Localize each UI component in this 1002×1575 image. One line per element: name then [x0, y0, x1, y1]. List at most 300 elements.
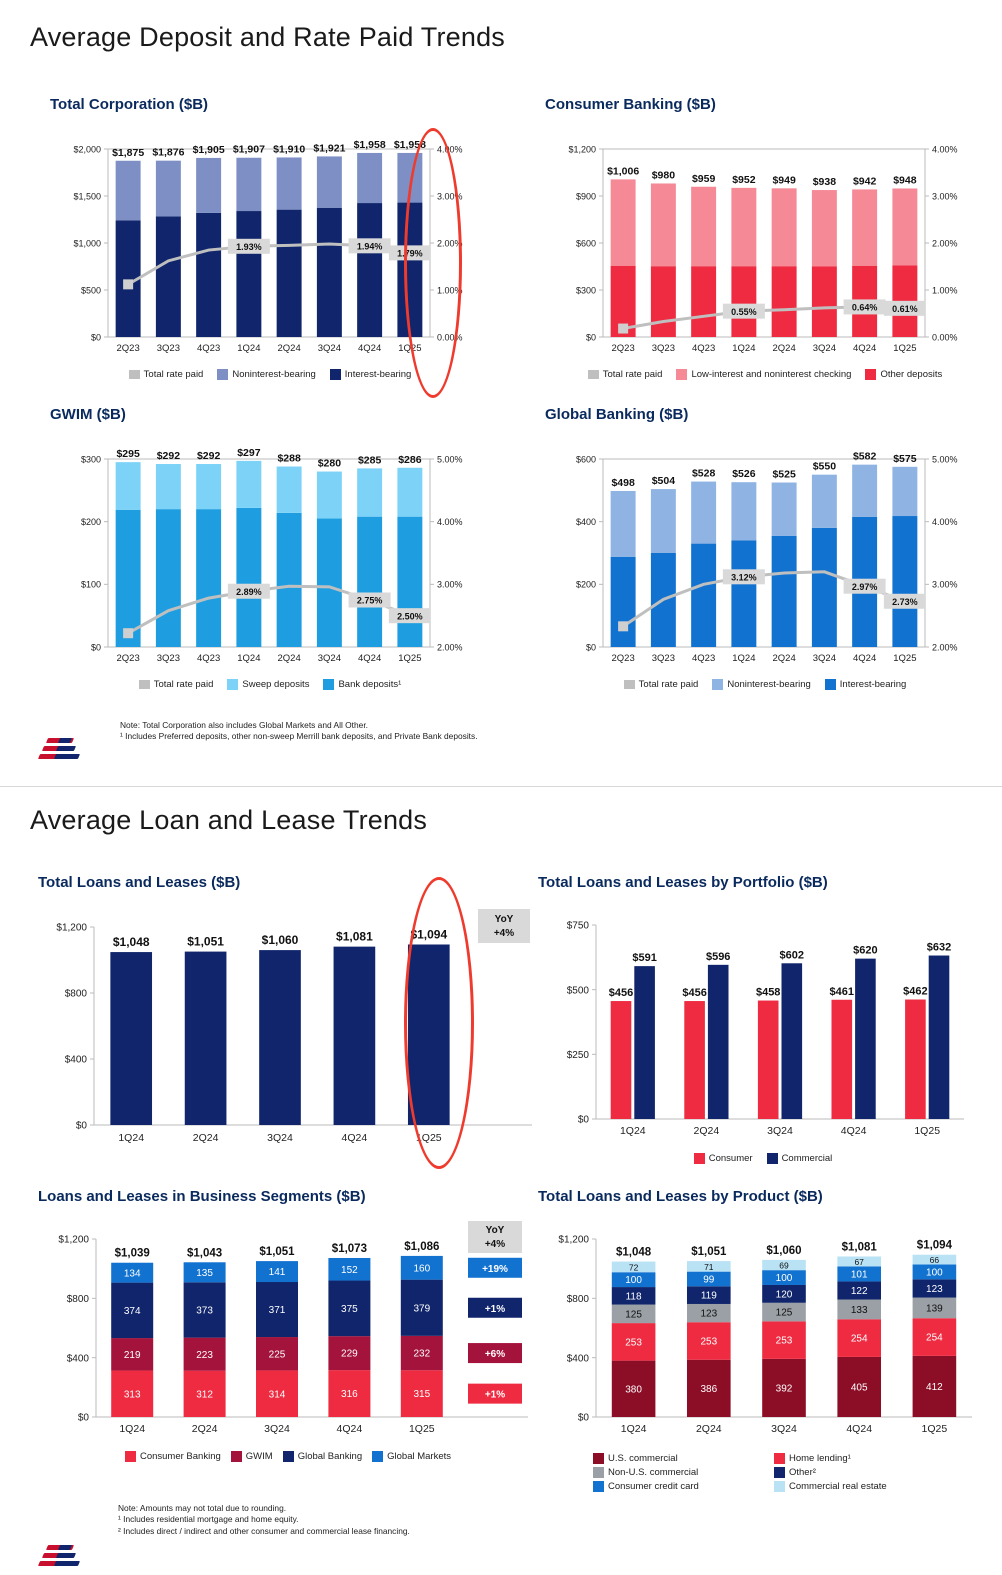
- svg-text:100: 100: [926, 1267, 943, 1279]
- svg-text:3Q24: 3Q24: [317, 343, 341, 354]
- svg-text:$1,200: $1,200: [58, 1234, 89, 1246]
- svg-text:4Q24: 4Q24: [341, 1132, 368, 1144]
- svg-text:2.00%: 2.00%: [932, 238, 958, 249]
- svg-text:0.00%: 0.00%: [437, 332, 463, 343]
- svg-text:1Q24: 1Q24: [732, 343, 756, 354]
- svg-text:$1,958: $1,958: [393, 138, 426, 151]
- svg-text:123: 123: [700, 1308, 718, 1320]
- svg-text:4.00%: 4.00%: [437, 517, 463, 528]
- svg-text:YoY: YoY: [494, 914, 514, 925]
- svg-text:2Q24: 2Q24: [277, 343, 301, 354]
- svg-text:2Q23: 2Q23: [611, 343, 635, 354]
- svg-text:+19%: +19%: [482, 1263, 508, 1275]
- chart-title: Total Loans and Leases by Portfolio ($B): [538, 874, 828, 891]
- svg-text:$1,875: $1,875: [112, 146, 145, 159]
- svg-text:4Q23: 4Q23: [197, 343, 221, 354]
- svg-text:315: 315: [413, 1389, 431, 1401]
- svg-text:254: 254: [850, 1333, 868, 1345]
- svg-text:133: 133: [850, 1304, 868, 1316]
- svg-text:3Q24: 3Q24: [317, 653, 341, 664]
- color-swatch-icon: [323, 679, 334, 690]
- svg-text:$300: $300: [575, 285, 596, 296]
- legend-item: U.S. commercial: [593, 1453, 768, 1464]
- svg-text:$1,051: $1,051: [691, 1246, 727, 1259]
- page-title: Average Loan and Lease Trends: [30, 805, 428, 835]
- color-swatch-icon: [774, 1453, 785, 1464]
- svg-text:119: 119: [700, 1290, 717, 1302]
- svg-text:$1,060: $1,060: [766, 1244, 802, 1257]
- svg-text:$602: $602: [779, 949, 805, 962]
- svg-text:$500: $500: [80, 285, 101, 296]
- slide-divider: [0, 786, 1002, 787]
- svg-text:$400: $400: [575, 517, 596, 528]
- svg-text:118: 118: [625, 1291, 642, 1303]
- color-swatch-icon: [694, 1153, 705, 1164]
- color-swatch-icon: [593, 1481, 604, 1492]
- svg-text:$620: $620: [853, 944, 878, 957]
- svg-text:253: 253: [625, 1337, 642, 1349]
- svg-text:$525: $525: [772, 468, 796, 481]
- svg-text:$200: $200: [80, 517, 101, 528]
- color-swatch-icon: [125, 1451, 136, 1462]
- svg-text:$400: $400: [64, 1054, 87, 1066]
- chart-title: Total Loans and Leases by Product ($B): [538, 1188, 823, 1205]
- svg-text:$948: $948: [893, 174, 917, 187]
- svg-text:$456: $456: [682, 987, 707, 1000]
- svg-text:0.64%: 0.64%: [851, 302, 878, 313]
- chart-title: Total Loans and Leases ($B): [38, 874, 241, 891]
- svg-text:$600: $600: [575, 238, 596, 249]
- svg-text:2.75%: 2.75%: [356, 595, 383, 606]
- svg-text:+4%: +4%: [484, 1239, 506, 1250]
- chart-consumer-banking: [545, 96, 985, 380]
- svg-text:71: 71: [704, 1261, 714, 1272]
- svg-text:4Q24: 4Q24: [840, 1125, 867, 1137]
- legend-item: Non-U.S. commercial: [593, 1467, 768, 1478]
- legend-item: Total rate paid: [139, 679, 214, 690]
- svg-text:4.00%: 4.00%: [437, 144, 463, 155]
- svg-text:122: 122: [850, 1286, 868, 1298]
- svg-text:$1,060: $1,060: [261, 933, 299, 948]
- svg-text:$1,907: $1,907: [232, 143, 265, 156]
- gwim-plot: [50, 423, 490, 693]
- svg-text:$0: $0: [77, 1412, 89, 1424]
- svg-text:$500: $500: [566, 985, 589, 997]
- svg-text:4Q24: 4Q24: [846, 1423, 873, 1435]
- color-swatch-icon: [283, 1451, 294, 1462]
- svg-text:$0: $0: [585, 642, 596, 653]
- svg-text:3.00%: 3.00%: [437, 191, 463, 202]
- svg-text:392: 392: [775, 1383, 793, 1395]
- svg-text:$292: $292: [196, 450, 221, 463]
- svg-text:2.97%: 2.97%: [851, 581, 878, 592]
- legend-item: Noninterest-bearing: [217, 369, 315, 380]
- svg-text:4Q23: 4Q23: [692, 343, 716, 354]
- svg-text:$458: $458: [755, 986, 781, 999]
- svg-text:371: 371: [268, 1305, 286, 1317]
- svg-text:$0: $0: [585, 332, 596, 343]
- svg-text:2Q24: 2Q24: [695, 1423, 722, 1435]
- svg-text:2Q24: 2Q24: [772, 653, 796, 664]
- svg-text:379: 379: [413, 1303, 431, 1315]
- svg-text:$200: $200: [575, 579, 596, 590]
- slide1-notes: [120, 720, 680, 743]
- chart-gwim: [50, 406, 490, 690]
- svg-text:2.00%: 2.00%: [437, 642, 463, 653]
- legend-item: Noninterest-bearing: [712, 679, 810, 690]
- color-swatch-icon: [593, 1453, 604, 1464]
- svg-text:3Q23: 3Q23: [156, 343, 180, 354]
- svg-text:$297: $297: [237, 446, 261, 459]
- svg-text:2.00%: 2.00%: [932, 642, 958, 653]
- svg-text:3Q23: 3Q23: [651, 653, 675, 664]
- svg-text:3.12%: 3.12%: [731, 572, 757, 583]
- svg-text:375: 375: [341, 1303, 358, 1315]
- chart-loans-by-portfolio: [538, 874, 988, 1164]
- svg-text:$1,910: $1,910: [273, 143, 306, 156]
- svg-text:+1%: +1%: [484, 1303, 506, 1315]
- svg-text:1Q25: 1Q25: [893, 653, 917, 664]
- bank-logo: [45, 735, 107, 765]
- svg-text:$632: $632: [926, 941, 952, 954]
- svg-text:0.55%: 0.55%: [731, 306, 757, 317]
- svg-text:4Q24: 4Q24: [853, 343, 877, 354]
- color-swatch-icon: [227, 679, 238, 690]
- svg-text:$1,048: $1,048: [616, 1246, 652, 1259]
- svg-text:1.00%: 1.00%: [932, 285, 958, 296]
- svg-text:312: 312: [196, 1389, 213, 1401]
- total-loans-plot: [38, 891, 538, 1171]
- svg-text:+4%: +4%: [493, 928, 515, 939]
- svg-text:YoY: YoY: [485, 1225, 505, 1236]
- svg-text:$1,200: $1,200: [558, 1234, 589, 1246]
- chart-loans-business-segments: [38, 1188, 538, 1462]
- svg-text:4.00%: 4.00%: [932, 517, 958, 528]
- svg-text:1Q25: 1Q25: [398, 343, 422, 354]
- svg-text:380: 380: [625, 1384, 642, 1396]
- svg-text:386: 386: [700, 1383, 718, 1395]
- chart-title: Loans and Leases in Business Segments ($B): [38, 1188, 366, 1205]
- svg-text:405: 405: [850, 1382, 868, 1394]
- svg-text:$1,000: $1,000: [73, 238, 101, 249]
- legend-item: GWIM: [231, 1451, 273, 1462]
- svg-text:$462: $462: [903, 985, 928, 998]
- svg-text:$300: $300: [80, 454, 101, 465]
- legend-item: Consumer: [694, 1153, 753, 1164]
- svg-text:$1,043: $1,043: [187, 1247, 223, 1260]
- svg-text:$100: $100: [80, 579, 101, 590]
- svg-text:99: 99: [703, 1274, 715, 1286]
- svg-text:$1,081: $1,081: [336, 929, 373, 944]
- svg-text:$1,200: $1,200: [56, 922, 87, 934]
- legend-item: Other²: [774, 1467, 974, 1478]
- svg-text:120: 120: [775, 1289, 793, 1301]
- line-swatch-icon: [588, 370, 599, 379]
- svg-text:123: 123: [926, 1284, 943, 1296]
- legend-item: Interest-bearing: [330, 369, 412, 380]
- legend-loans-by-product: [538, 1453, 988, 1492]
- svg-text:373: 373: [196, 1305, 213, 1317]
- svg-text:$591: $591: [632, 952, 657, 965]
- svg-text:223: 223: [196, 1349, 213, 1361]
- line-swatch-icon: [139, 680, 150, 689]
- svg-text:4Q23: 4Q23: [197, 653, 221, 664]
- svg-text:$1,094: $1,094: [410, 927, 448, 942]
- svg-text:2Q23: 2Q23: [116, 343, 140, 354]
- line-swatch-icon: [624, 680, 635, 689]
- svg-text:1Q24: 1Q24: [119, 1423, 146, 1435]
- svg-text:1.93%: 1.93%: [236, 241, 262, 252]
- chart-title: Global Banking ($B): [545, 406, 689, 423]
- slide2-notes: [118, 1503, 718, 1537]
- svg-text:3Q24: 3Q24: [812, 653, 836, 664]
- svg-text:$1,200: $1,200: [568, 144, 596, 155]
- svg-text:$280: $280: [317, 457, 342, 470]
- svg-text:$1,905: $1,905: [192, 143, 225, 156]
- svg-text:5.00%: 5.00%: [437, 454, 463, 465]
- svg-text:1Q24: 1Q24: [237, 653, 261, 664]
- svg-text:2Q24: 2Q24: [693, 1125, 720, 1137]
- svg-text:253: 253: [775, 1335, 793, 1347]
- svg-text:4Q24: 4Q24: [336, 1423, 363, 1435]
- svg-text:2Q24: 2Q24: [772, 343, 796, 354]
- svg-text:1Q24: 1Q24: [732, 653, 756, 664]
- svg-text:+6%: +6%: [484, 1349, 506, 1361]
- svg-text:4Q24: 4Q24: [358, 653, 382, 664]
- legend-item: Low-interest and noninterest checking: [676, 369, 851, 380]
- svg-text:225: 225: [268, 1349, 286, 1361]
- svg-text:232: 232: [413, 1348, 431, 1360]
- svg-text:$942: $942: [852, 175, 877, 188]
- svg-text:374: 374: [123, 1305, 141, 1317]
- svg-text:2.73%: 2.73%: [892, 596, 918, 607]
- legend-item: Sweep deposits: [227, 679, 309, 690]
- svg-text:0.00%: 0.00%: [932, 332, 958, 343]
- svg-text:101: 101: [850, 1269, 868, 1281]
- svg-text:3.00%: 3.00%: [437, 579, 463, 590]
- consumer-banking-plot: [545, 113, 985, 383]
- legend-item: Consumer credit card: [593, 1481, 768, 1492]
- legend-loans-by-portfolio: [538, 1153, 988, 1164]
- svg-text:$1,876: $1,876: [152, 146, 185, 159]
- legend-item: Global Markets: [372, 1451, 451, 1462]
- svg-text:$285: $285: [357, 454, 382, 467]
- svg-text:1Q25: 1Q25: [398, 653, 422, 664]
- svg-text:2Q24: 2Q24: [191, 1423, 218, 1435]
- svg-text:$498: $498: [611, 476, 635, 489]
- svg-text:$461: $461: [829, 985, 855, 998]
- svg-text:3Q23: 3Q23: [156, 653, 180, 664]
- chart-global-banking: [545, 406, 985, 690]
- color-swatch-icon: [774, 1467, 785, 1478]
- svg-text:1.00%: 1.00%: [437, 285, 463, 296]
- legend-item: Commercial: [767, 1153, 833, 1164]
- svg-text:$1,086: $1,086: [404, 1240, 440, 1253]
- svg-text:1Q24: 1Q24: [118, 1132, 145, 1144]
- svg-text:$1,051: $1,051: [187, 934, 224, 949]
- svg-text:3Q23: 3Q23: [651, 343, 675, 354]
- svg-text:1Q25: 1Q25: [914, 1125, 941, 1137]
- svg-text:$800: $800: [566, 1293, 589, 1305]
- svg-text:$1,048: $1,048: [112, 935, 150, 950]
- svg-text:134: 134: [123, 1268, 141, 1280]
- svg-text:$400: $400: [566, 1353, 589, 1365]
- svg-text:314: 314: [268, 1389, 286, 1401]
- legend-item: Consumer Banking: [125, 1451, 221, 1462]
- svg-text:$1,073: $1,073: [331, 1242, 367, 1255]
- color-swatch-icon: [712, 679, 723, 690]
- note-footnote-1: ¹ Includes Preferred deposits, other non-sweep Merrill bank deposits, and Private Bank deposits.: [120, 731, 478, 742]
- chart-total-loans-and-leases: [38, 874, 538, 1171]
- svg-text:3Q24: 3Q24: [771, 1423, 797, 1435]
- legend-item: Interest-bearing: [825, 679, 907, 690]
- color-swatch-icon: [865, 369, 876, 380]
- note-main: Note: Amounts may not total due to rounding.: [118, 1503, 287, 1513]
- chart-title: GWIM ($B): [50, 406, 126, 423]
- svg-text:135: 135: [196, 1267, 213, 1279]
- svg-text:$596: $596: [705, 950, 731, 963]
- svg-text:1Q25: 1Q25: [415, 1132, 442, 1144]
- svg-text:$1,500: $1,500: [73, 191, 101, 202]
- svg-text:253: 253: [700, 1336, 718, 1348]
- svg-text:72: 72: [628, 1262, 639, 1273]
- svg-text:1.94%: 1.94%: [356, 241, 383, 252]
- svg-text:$980: $980: [651, 169, 676, 182]
- bank-logo: [45, 1542, 107, 1572]
- legend-business-segments: [38, 1451, 538, 1462]
- svg-text:66: 66: [929, 1255, 940, 1266]
- svg-text:4Q24: 4Q24: [853, 653, 877, 664]
- loans-by-portfolio-plot: [538, 891, 988, 1161]
- svg-text:$949: $949: [772, 174, 796, 187]
- svg-text:2Q24: 2Q24: [192, 1132, 219, 1144]
- chart-title: Total Corporation ($B): [50, 96, 209, 113]
- svg-text:$286: $286: [398, 453, 422, 466]
- svg-text:1Q25: 1Q25: [408, 1423, 435, 1435]
- color-swatch-icon: [676, 369, 687, 380]
- chart-title: Consumer Banking ($B): [545, 96, 716, 113]
- color-swatch-icon: [767, 1153, 778, 1164]
- legend-item: Bank deposits¹: [323, 679, 401, 690]
- color-swatch-icon: [217, 369, 228, 380]
- legend-item: Home lending¹: [774, 1453, 974, 1464]
- svg-text:2Q23: 2Q23: [611, 653, 635, 664]
- svg-text:$575: $575: [893, 452, 917, 465]
- svg-text:219: 219: [123, 1349, 141, 1361]
- color-swatch-icon: [372, 1451, 383, 1462]
- svg-text:$456: $456: [608, 987, 634, 1000]
- svg-text:2Q23: 2Q23: [116, 653, 140, 664]
- svg-text:$1,081: $1,081: [841, 1241, 877, 1254]
- legend-total-corporation: [50, 369, 490, 380]
- svg-text:2.50%: 2.50%: [397, 611, 423, 622]
- svg-text:3Q24: 3Q24: [812, 343, 836, 354]
- total-corporation-plot: [50, 113, 490, 383]
- legend-item: Other deposits: [865, 369, 942, 380]
- svg-text:$1,094: $1,094: [916, 1239, 952, 1252]
- note-footnote-1: ¹ Includes residential mortgage and home equity.: [118, 1514, 299, 1525]
- svg-text:1Q24: 1Q24: [237, 343, 261, 354]
- slide2-title: [30, 805, 427, 836]
- svg-text:3.00%: 3.00%: [932, 191, 958, 202]
- legend-global-banking: [545, 679, 985, 690]
- svg-text:$582: $582: [852, 450, 877, 463]
- svg-text:1Q24: 1Q24: [619, 1125, 646, 1137]
- svg-text:$2,000: $2,000: [73, 144, 101, 155]
- svg-text:4Q23: 4Q23: [692, 653, 716, 664]
- svg-text:1Q24: 1Q24: [620, 1423, 647, 1435]
- svg-text:$1,921: $1,921: [313, 142, 346, 155]
- business-segments-plot: [38, 1205, 538, 1455]
- page-title: Average Deposit and Rate Paid Trends: [30, 22, 505, 52]
- legend-item: Global Banking: [283, 1451, 362, 1462]
- svg-text:4.00%: 4.00%: [932, 144, 958, 155]
- color-swatch-icon: [593, 1467, 604, 1478]
- svg-text:3Q24: 3Q24: [767, 1125, 793, 1137]
- svg-text:2.89%: 2.89%: [236, 586, 262, 597]
- svg-text:412: 412: [926, 1382, 943, 1394]
- svg-text:$1,958: $1,958: [353, 138, 386, 151]
- svg-text:$800: $800: [66, 1293, 89, 1305]
- svg-text:$1,039: $1,039: [114, 1247, 150, 1260]
- line-swatch-icon: [129, 370, 140, 379]
- svg-text:$292: $292: [156, 450, 181, 463]
- svg-text:$952: $952: [732, 173, 756, 186]
- svg-text:152: 152: [341, 1264, 358, 1276]
- svg-text:254: 254: [926, 1332, 943, 1344]
- svg-text:+1%: +1%: [484, 1389, 506, 1401]
- svg-text:$600: $600: [575, 454, 596, 465]
- svg-text:$1,051: $1,051: [259, 1246, 295, 1259]
- slide1-title: [30, 22, 505, 53]
- legend-gwim: [50, 679, 490, 690]
- svg-text:$400: $400: [66, 1353, 89, 1365]
- svg-text:2.00%: 2.00%: [437, 238, 463, 249]
- loans-by-product-plot: [538, 1205, 988, 1455]
- svg-text:3.00%: 3.00%: [932, 579, 958, 590]
- svg-text:$550: $550: [812, 460, 837, 473]
- svg-text:$295: $295: [116, 448, 140, 461]
- svg-text:125: 125: [625, 1309, 642, 1321]
- note-main: Note: Total Corporation also includes Global Markets and All Other.: [120, 720, 368, 730]
- color-swatch-icon: [825, 679, 836, 690]
- svg-text:$959: $959: [691, 172, 716, 185]
- svg-text:$0: $0: [90, 642, 101, 653]
- color-swatch-icon: [231, 1451, 242, 1462]
- color-swatch-icon: [330, 369, 341, 380]
- svg-text:1.79%: 1.79%: [397, 248, 423, 259]
- svg-text:1Q25: 1Q25: [921, 1423, 948, 1435]
- svg-text:313: 313: [123, 1389, 141, 1401]
- note-footnote-2: ² Includes direct / indirect and other consumer and commercial lease financing.: [118, 1525, 410, 1536]
- svg-text:$900: $900: [575, 191, 596, 202]
- global-banking-plot: [545, 423, 985, 693]
- svg-text:$938: $938: [812, 176, 837, 189]
- svg-text:0.61%: 0.61%: [892, 303, 918, 314]
- svg-text:316: 316: [341, 1389, 358, 1401]
- svg-text:125: 125: [775, 1307, 793, 1319]
- svg-text:5.00%: 5.00%: [932, 454, 958, 465]
- svg-text:$526: $526: [732, 468, 756, 481]
- chart-loans-by-product: [538, 1188, 988, 1492]
- svg-text:1Q25: 1Q25: [893, 343, 917, 354]
- svg-text:$528: $528: [691, 467, 716, 480]
- svg-text:$0: $0: [75, 1120, 87, 1132]
- svg-text:100: 100: [625, 1275, 642, 1287]
- svg-text:2Q24: 2Q24: [277, 653, 301, 664]
- svg-text:$800: $800: [64, 988, 87, 1000]
- svg-text:4Q24: 4Q24: [358, 343, 382, 354]
